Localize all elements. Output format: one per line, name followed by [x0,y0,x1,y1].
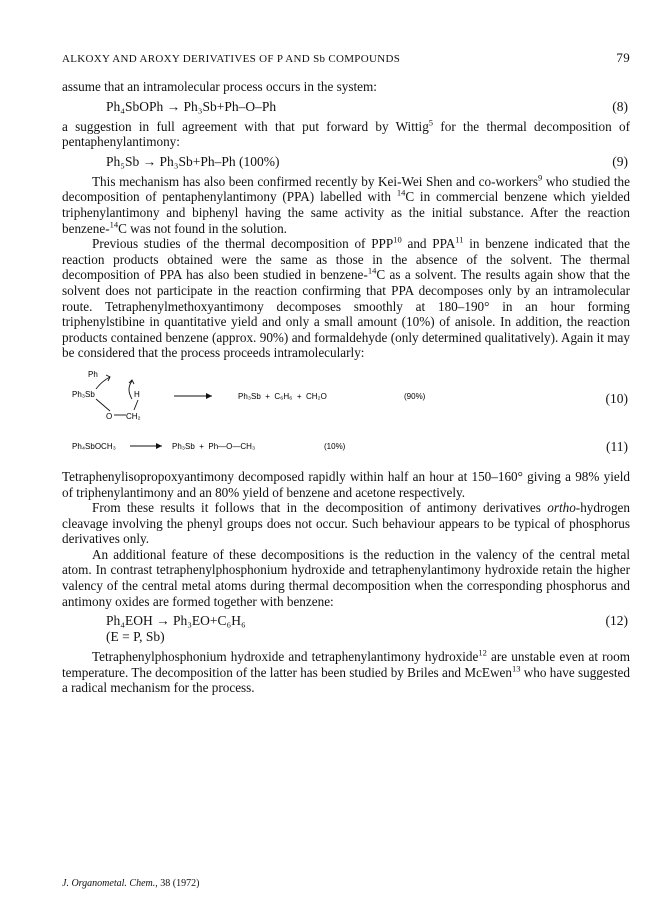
eq10-h: H [134,389,140,399]
equation-12-condition-row [62,629,630,645]
eq10-curved-arrow-2 [129,381,132,399]
paragraph-8: Tetraphenylphosphonium hydroxide and tetraphenylantimony hydroxide$^{12}$ are unstable even at room temperature. The decomposition of the latter has been studied by Briles and McEwen$^{13}$ who have suggested a radical mechanism for the process. [62,647,630,696]
eq10-bond-sb-o [96,399,110,411]
equation-12-condition: (E = P, Sb) [106,629,165,645]
reaction-scheme-drawing [62,367,582,463]
page-body [62,79,630,696]
equation-12-number: (12) [605,613,628,629]
paragraph-3: This mechanism has also been confirmed recently by Kei-Wei Shen and co-workers$^9$ who studied the decomposition of pentaphenylantimony (PPA) labelled with $^{14}$C in commercial benzene which yielded triphenylantimony and biphenyl having the same activity as the initial substance. After the reaction benzene-$^{14}$C was not found in the solution. [62,172,630,236]
running-title: ALKOXY AND AROXY DERIVATIVES OF P AND Sb COMPOUNDS [62,53,401,65]
paragraph-4: Previous studies of the thermal decomposition of PPP$^{10}$ and PPA$^{11}$ in benzene indicated that the reaction products obtained were the same as those in the absence of the solvent. The thermal decomposition of PPA has also been studied in benzene-$^{14}$C as a solvent. The results again show that the solvent does not participate in the reaction confirming that PPA decomposes only by an intramolecular route. Tetraphenylmethoxyantimony decomposes smoothly at 180–190° in an hour forming triphenylstibine in quantitative yield and only a small amount (10%) of anisole. In addition, the reaction products contained benzene (approx. 90%) and formaldehyde (only determined qualitatively). Again it may be considered that the process proceeds intramolecularly: [62,234,630,361]
eq10-ch2: CH₂ [126,411,141,421]
equation-12 [62,613,630,629]
eq10-bond-h-c [134,400,138,410]
eq10-arrowhead [206,393,212,399]
eq10-products: Ph₃Sb + C₆H₆ + CH₂O [238,391,327,401]
eq11-lhs: Ph₄SbOCH₃ [72,441,116,451]
equation-8-number: (8) [612,98,628,114]
reaction-scheme [62,367,630,463]
equation-8-formula: Ph₄SbOPh → Ph₃Sb+Ph–O–Ph [106,98,277,114]
equation-10-number: (10) [605,390,628,406]
eq11-arrowhead [156,443,162,449]
paragraph-6: From these results it follows that in the decomposition of antimony derivatives ortho-hydrogen cleavage involving the phenyl groups does not occur. Such behaviour appears to be typical of phosphorus derivatives only. [62,500,630,547]
journal-volume: 38 (1972) [160,878,200,889]
journal-footer [62,878,199,889]
eq10-curved-arrow-1 [96,377,110,389]
equation-8 [62,99,630,115]
eq11-products: Ph₃Sb + Ph—O—CH₃ [172,441,256,451]
paragraph-1: assume that an intramolecular process occurs in the system: [62,79,377,94]
eq10-o: O [106,411,113,421]
journal-name: J. Organometal. Chem., [62,878,158,889]
eq11-yield: (10%) [324,441,346,451]
eq10-ph3sb: Ph₃Sb [72,389,95,399]
paragraph-5: Tetraphenylisopropoxyantimony decomposed rapidly within half an hour at 150–160° giving a 98% yield of triphenylantimony and an 80% yield of benzene and acetone respectively. [62,468,630,500]
paragraph-2: a suggestion in full agreement with that put forward by Wittig$^5$ for the thermal decomposition of pentaphenylantimony: [62,117,630,150]
paragraph-7: An additional feature of these decompositions is the reduction in the valency of the central metal atom. In contrast tetraphenylphosphonium hydroxide and tetraphenylantimony hydroxide retain the higher valency of the central metal atoms during thermal decomposition when the corresponding phosphorus and antimony oxides are formed together with benzene: [62,546,630,609]
equation-9-formula: Ph₅Sb → Ph₃Sb+Ph–Ph (100%) [106,153,280,169]
equation-9 [62,154,630,170]
running-header [62,50,630,66]
eq10-ph-top: Ph [88,369,98,379]
eq10-yield: (90%) [404,391,426,401]
equation-9-number: (9) [612,153,628,169]
equation-12-formula: Ph₄EOH → Ph₃EO+C₆H₆ [106,613,246,629]
equation-11-number: (11) [606,438,628,454]
page-number: 79 [616,50,630,65]
